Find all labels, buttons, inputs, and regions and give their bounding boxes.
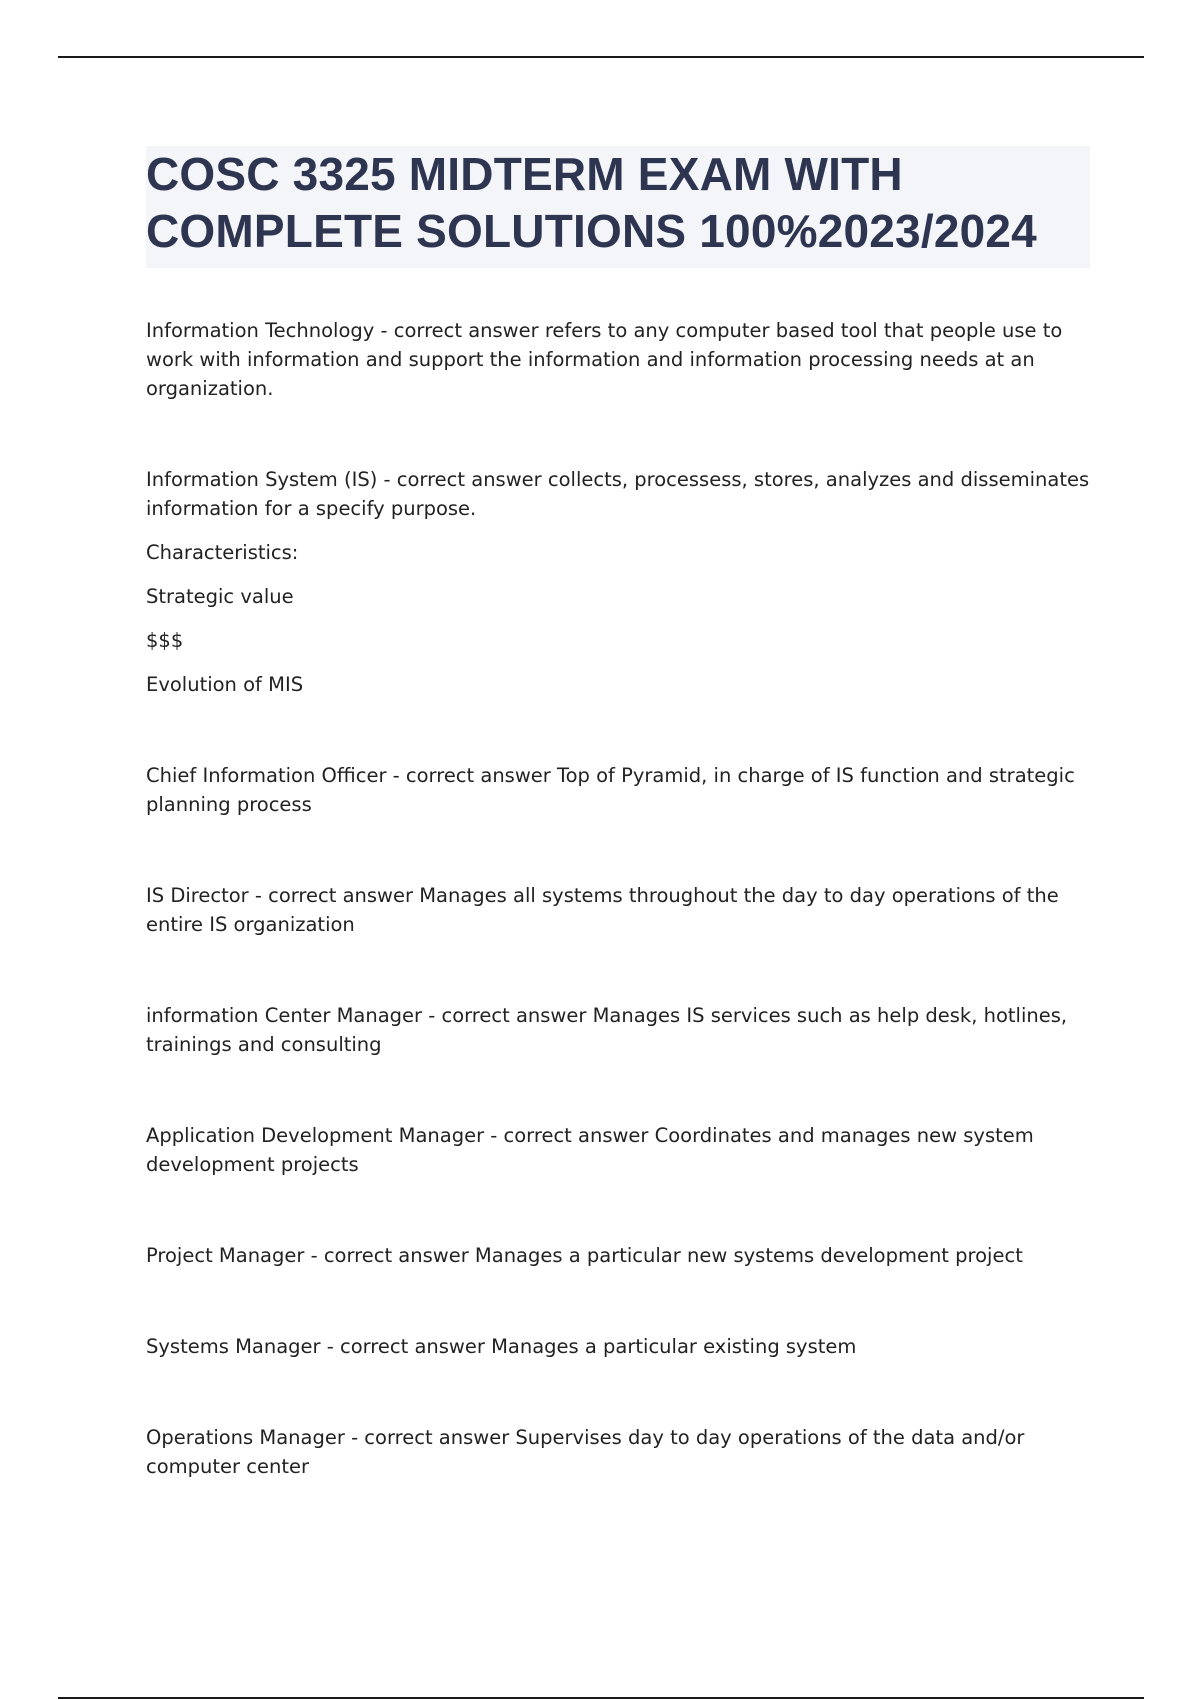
entry-evolution-of-mis: Evolution of MIS (146, 673, 304, 696)
entry-information-center-manager: information Center Manager - correct answer Manages IS services such as help desk, hotlines, trainings and consulting (146, 1004, 1068, 1056)
title-line-2: COMPLETE SOLUTIONS 100%2023/2024 (146, 205, 1037, 257)
document-body (146, 146, 1090, 1481)
entry-project-manager: Project Manager - correct answer Manages a particular new systems development project (146, 1244, 1023, 1267)
entry-characteristics-heading: Characteristics: (146, 541, 299, 564)
title-line-1: COSC 3325 MIDTERM EXAM WITH (146, 148, 903, 200)
entry-dollars: $$$ (146, 629, 184, 652)
bottom-rule (58, 1697, 1144, 1699)
document-title (146, 146, 1090, 260)
entry-is-director: IS Director - correct answer Manages all systems throughout the day to day operations of the entire IS organization (146, 884, 1059, 936)
entry-systems-manager: Systems Manager - correct answer Manages a particular existing system (146, 1335, 857, 1358)
entry-information-system: Information System (IS) - correct answer collects, processess, stores, analyzes and disseminates information for a specify purpose. (146, 468, 1090, 520)
entry-strategic-value: Strategic value (146, 585, 294, 608)
top-rule (58, 56, 1144, 58)
entry-application-development-manager: Application Development Manager - correct answer Coordinates and manages new system development projects (146, 1124, 1034, 1176)
entry-operations-manager: Operations Manager - correct answer Supervises day to day operations of the data and/or computer center (146, 1426, 1025, 1478)
title-block (146, 146, 1090, 268)
entry-chief-information-officer: Chief Information Officer - correct answer Top of Pyramid, in charge of IS function and strategic planning process (146, 764, 1075, 816)
entry-information-technology: Information Technology - correct answer refers to any computer based tool that people use to work with information and support the information and information processing needs at an organization. (146, 319, 1063, 400)
